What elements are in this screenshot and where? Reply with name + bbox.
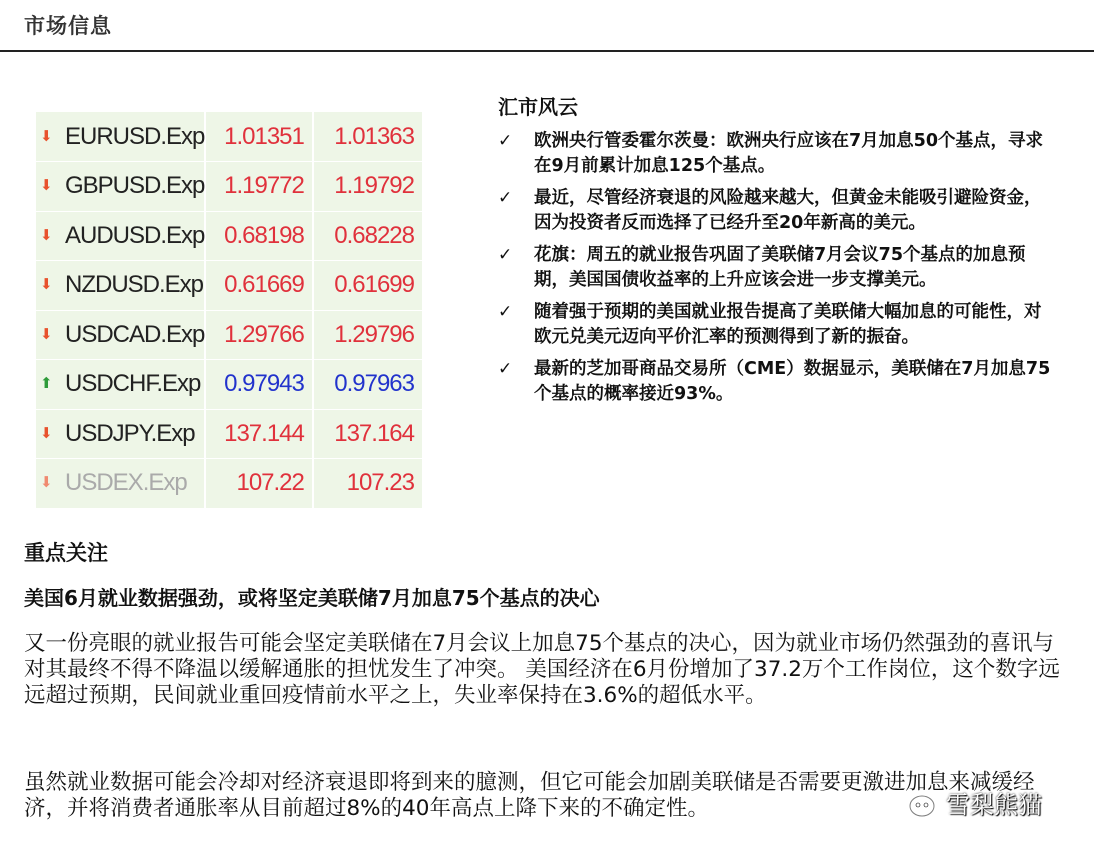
quote-bid: 0.61669	[205, 261, 312, 311]
quote-symbol-cell	[36, 211, 205, 261]
quote-symbol-cell	[36, 162, 205, 212]
quote-ask: 137.164	[313, 409, 422, 459]
fx-news-text: 欧洲央行管委霍尔茨曼：欧洲央行应该在7月加息50个基点，寻求在9月前累计加息125个基点。	[534, 131, 1044, 176]
focus-headline: 美国6月就业数据强劲，或将坚定美联储7月加息75个基点的决心	[24, 586, 600, 610]
arrow-down-icon: ⬇	[40, 474, 52, 492]
arrow-down-icon: ⬇	[40, 424, 52, 442]
watermark	[906, 783, 1086, 823]
quote-symbol: USDCAD.Exp	[65, 320, 205, 348]
fx-news-item	[498, 357, 1058, 407]
fx-news-item	[498, 243, 1058, 293]
quote-ask: 1.29796	[313, 310, 422, 360]
quote-symbol: NZDUSD.Exp	[65, 271, 204, 299]
fx-news-text: 花旗：周五的就业报告巩固了美联储7月会议75个基点的加息预期，美国国债收益率的上升应该会进一步支撑美元。	[534, 245, 1026, 290]
arrow-down-icon: ⬇	[40, 177, 52, 195]
fx-news-text: 最近，尽管经济衰退的风险越来越大，但黄金未能吸引避险资金，因为投资者反而选择了已经升至20年新高的美元。	[534, 188, 1042, 233]
quote-bid: 1.19772	[205, 162, 312, 212]
quote-symbol: USDCHF.Exp	[65, 370, 201, 398]
quote-symbol-cell	[36, 112, 205, 162]
quote-row[interactable]	[36, 360, 422, 410]
quote-bid: 1.29766	[205, 310, 312, 360]
watermark-logo-icon	[906, 791, 938, 819]
quote-row[interactable]	[36, 310, 422, 360]
fx-news-list	[498, 129, 1058, 414]
quote-symbol-cell	[36, 310, 205, 360]
arrow-up-icon: ⬆	[40, 375, 52, 393]
fx-news-item	[498, 186, 1058, 236]
check-icon: ✓	[498, 359, 513, 379]
quote-row[interactable]	[36, 162, 422, 212]
quote-symbol-cell	[36, 360, 205, 410]
quote-bid: 137.144	[205, 409, 312, 459]
fx-news-item	[498, 300, 1058, 350]
quote-symbol: USDJPY.Exp	[65, 419, 195, 447]
quote-symbol-cell	[36, 261, 205, 311]
quote-bid: 1.01351	[205, 112, 312, 162]
fx-news-item	[498, 129, 1058, 179]
arrow-down-icon: ⬇	[40, 226, 52, 244]
quote-ask: 1.01363	[313, 112, 422, 162]
quote-symbol-cell	[36, 459, 205, 509]
quote-row[interactable]	[36, 211, 422, 261]
quote-symbol: USDEX.Exp	[65, 469, 187, 497]
quote-ask: 0.97963	[313, 360, 422, 410]
check-icon: ✓	[498, 302, 513, 322]
check-icon: ✓	[498, 188, 513, 208]
check-icon: ✓	[498, 131, 513, 151]
quote-symbol-cell	[36, 409, 205, 459]
quote-row[interactable]	[36, 459, 422, 509]
focus-section-title: 重点关注	[24, 541, 108, 565]
fx-news-title: 汇市风云	[498, 95, 578, 119]
watermark-text: 雪梨熊猫	[946, 791, 1042, 819]
quote-symbol: EURUSD.Exp	[65, 122, 205, 150]
arrow-down-icon: ⬇	[40, 127, 52, 145]
quote-symbol: GBPUSD.Exp	[65, 172, 205, 200]
quote-ask: 107.23	[313, 459, 422, 509]
page-title: 市场信息	[24, 14, 112, 38]
quote-symbol: AUDUSD.Exp	[65, 221, 205, 249]
quote-row[interactable]	[36, 409, 422, 459]
quote-ask: 1.19792	[313, 162, 422, 212]
quote-bid: 0.68198	[205, 211, 312, 261]
quote-row[interactable]	[36, 261, 422, 311]
check-icon: ✓	[498, 245, 513, 265]
fx-news-text: 最新的芝加哥商品交易所（CME）数据显示，美联储在7月加息75个基点的概率接近93%。	[534, 359, 1051, 404]
arrow-down-icon: ⬇	[40, 276, 52, 294]
focus-paragraph-1: 又一份亮眼的就业报告可能会坚定美联储在7月会议上加息75个基点的决心，因为就业市场仍然强劲的喜讯与对其最终不得不降温以缓解通胀的担忧发生了冲突。 美国经济在6月份增加了37.2万个工作岗位，这个数字远远超过预期，民间就业重回疫情前水平之上，失业率保持在3.6%的超低水平。	[24, 631, 1060, 708]
header-bar	[0, 0, 1094, 52]
quote-row[interactable]	[36, 112, 422, 162]
quote-ask: 0.68228	[313, 211, 422, 261]
quote-table-body	[36, 112, 422, 508]
focus-paragraph-2: 虽然就业数据可能会冷却对经济衰退即将到来的臆测，但它可能会加剧美联储是否需要更激进加息来减缓经济，并将消费者通胀率从目前超过8%的40年高点上降下来的不确定性。	[24, 770, 1035, 821]
quote-bid: 0.97943	[205, 360, 312, 410]
fx-news-text: 随着强于预期的美国就业报告提高了美联储大幅加息的可能性，对欧元兑美元迈向平价汇率的预测得到了新的振奋。	[534, 302, 1042, 347]
quote-ask: 0.61699	[313, 261, 422, 311]
quote-bid: 107.22	[205, 459, 312, 509]
arrow-down-icon: ⬇	[40, 325, 52, 343]
quote-table	[36, 112, 422, 509]
